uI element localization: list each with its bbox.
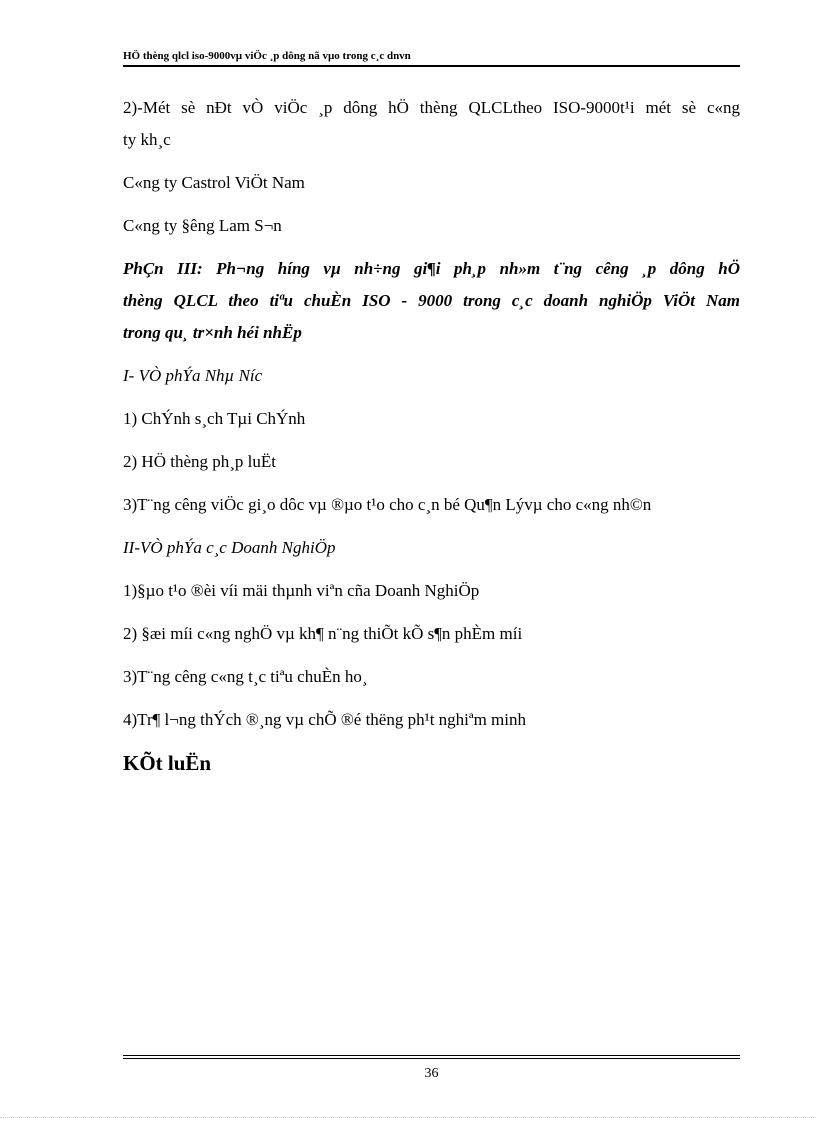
paragraph-2-intro: [123, 92, 740, 124]
part-1-heading: I- VÒ phÝa Nhµ Níc: [123, 366, 263, 385]
section-3-title-line-3: trong qu¸ tr×nh héi nhËp: [123, 323, 302, 342]
page-edge: [0, 1117, 816, 1118]
section-3-title-line-2: [123, 285, 740, 317]
running-header: HÖ thèng qlcl iso-9000vµ viÖc ¸p dông nã vµo trong c¸c dnvn: [123, 50, 411, 62]
list-item: 1) ChÝnh s¸ch Tµi ChÝnh: [123, 409, 306, 428]
company-lam-son: C«ng ty §êng Lam S¬n: [123, 216, 282, 235]
list-item: 4)Tr¶ l¬ng thÝch ®¸ng vµ chÕ ®é thëng ph¹t nghiªm minh: [123, 710, 526, 729]
section-line: PhÇn III: Ph¬ng híng vµ nh÷ng gi¶i ph¸p nh»m t¨ng cêng ¸p dông hÖ: [123, 259, 740, 278]
footer-divider: [123, 1055, 740, 1056]
paragraph-line: 2)-Mét sè nÐt vÒ viÖc ¸p dông hÖ thèng QLCLtheo ISO-9000t¹i mét sè c«ng: [123, 98, 740, 117]
section-3-title-line-1: [123, 253, 740, 285]
list-item: 3)T¨ng cêng c«ng t¸c tiªu chuÈn ho¸: [123, 667, 368, 686]
header-divider: [123, 65, 740, 67]
list-item: 3)T¨ng cêng viÖc gi¸o dôc vµ ®µo t¹o cho c¸n bé Qu¶n Lývµ cho c«ng nh©n: [123, 495, 652, 514]
section-line: thèng QLCL theo tiªu chuÈn ISO - 9000 trong c¸c doanh nghiÖp ViÖt Nam: [123, 291, 740, 310]
conclusion-heading: KÕt luËn: [123, 751, 212, 775]
paragraph-line: ty kh¸c: [123, 130, 171, 149]
list-item: 2) HÖ thèng ph¸p luËt: [123, 452, 276, 471]
page-number: 36: [424, 1066, 439, 1081]
part-2-heading: II-VÒ phÝa c¸c Doanh NghiÖp: [123, 538, 336, 557]
company-castrol: C«ng ty Castrol ViÖt Nam: [123, 173, 305, 192]
footer-divider: [123, 1058, 740, 1059]
list-item: 1)§µo t¹o ®èi víi mäi thµnh viªn cña Doanh NghiÖp: [123, 581, 480, 600]
list-item: 2) §æi míi c«ng nghÖ vµ kh¶ n¨ng thiÕt kÕ s¶n phÈm míi: [123, 624, 523, 643]
